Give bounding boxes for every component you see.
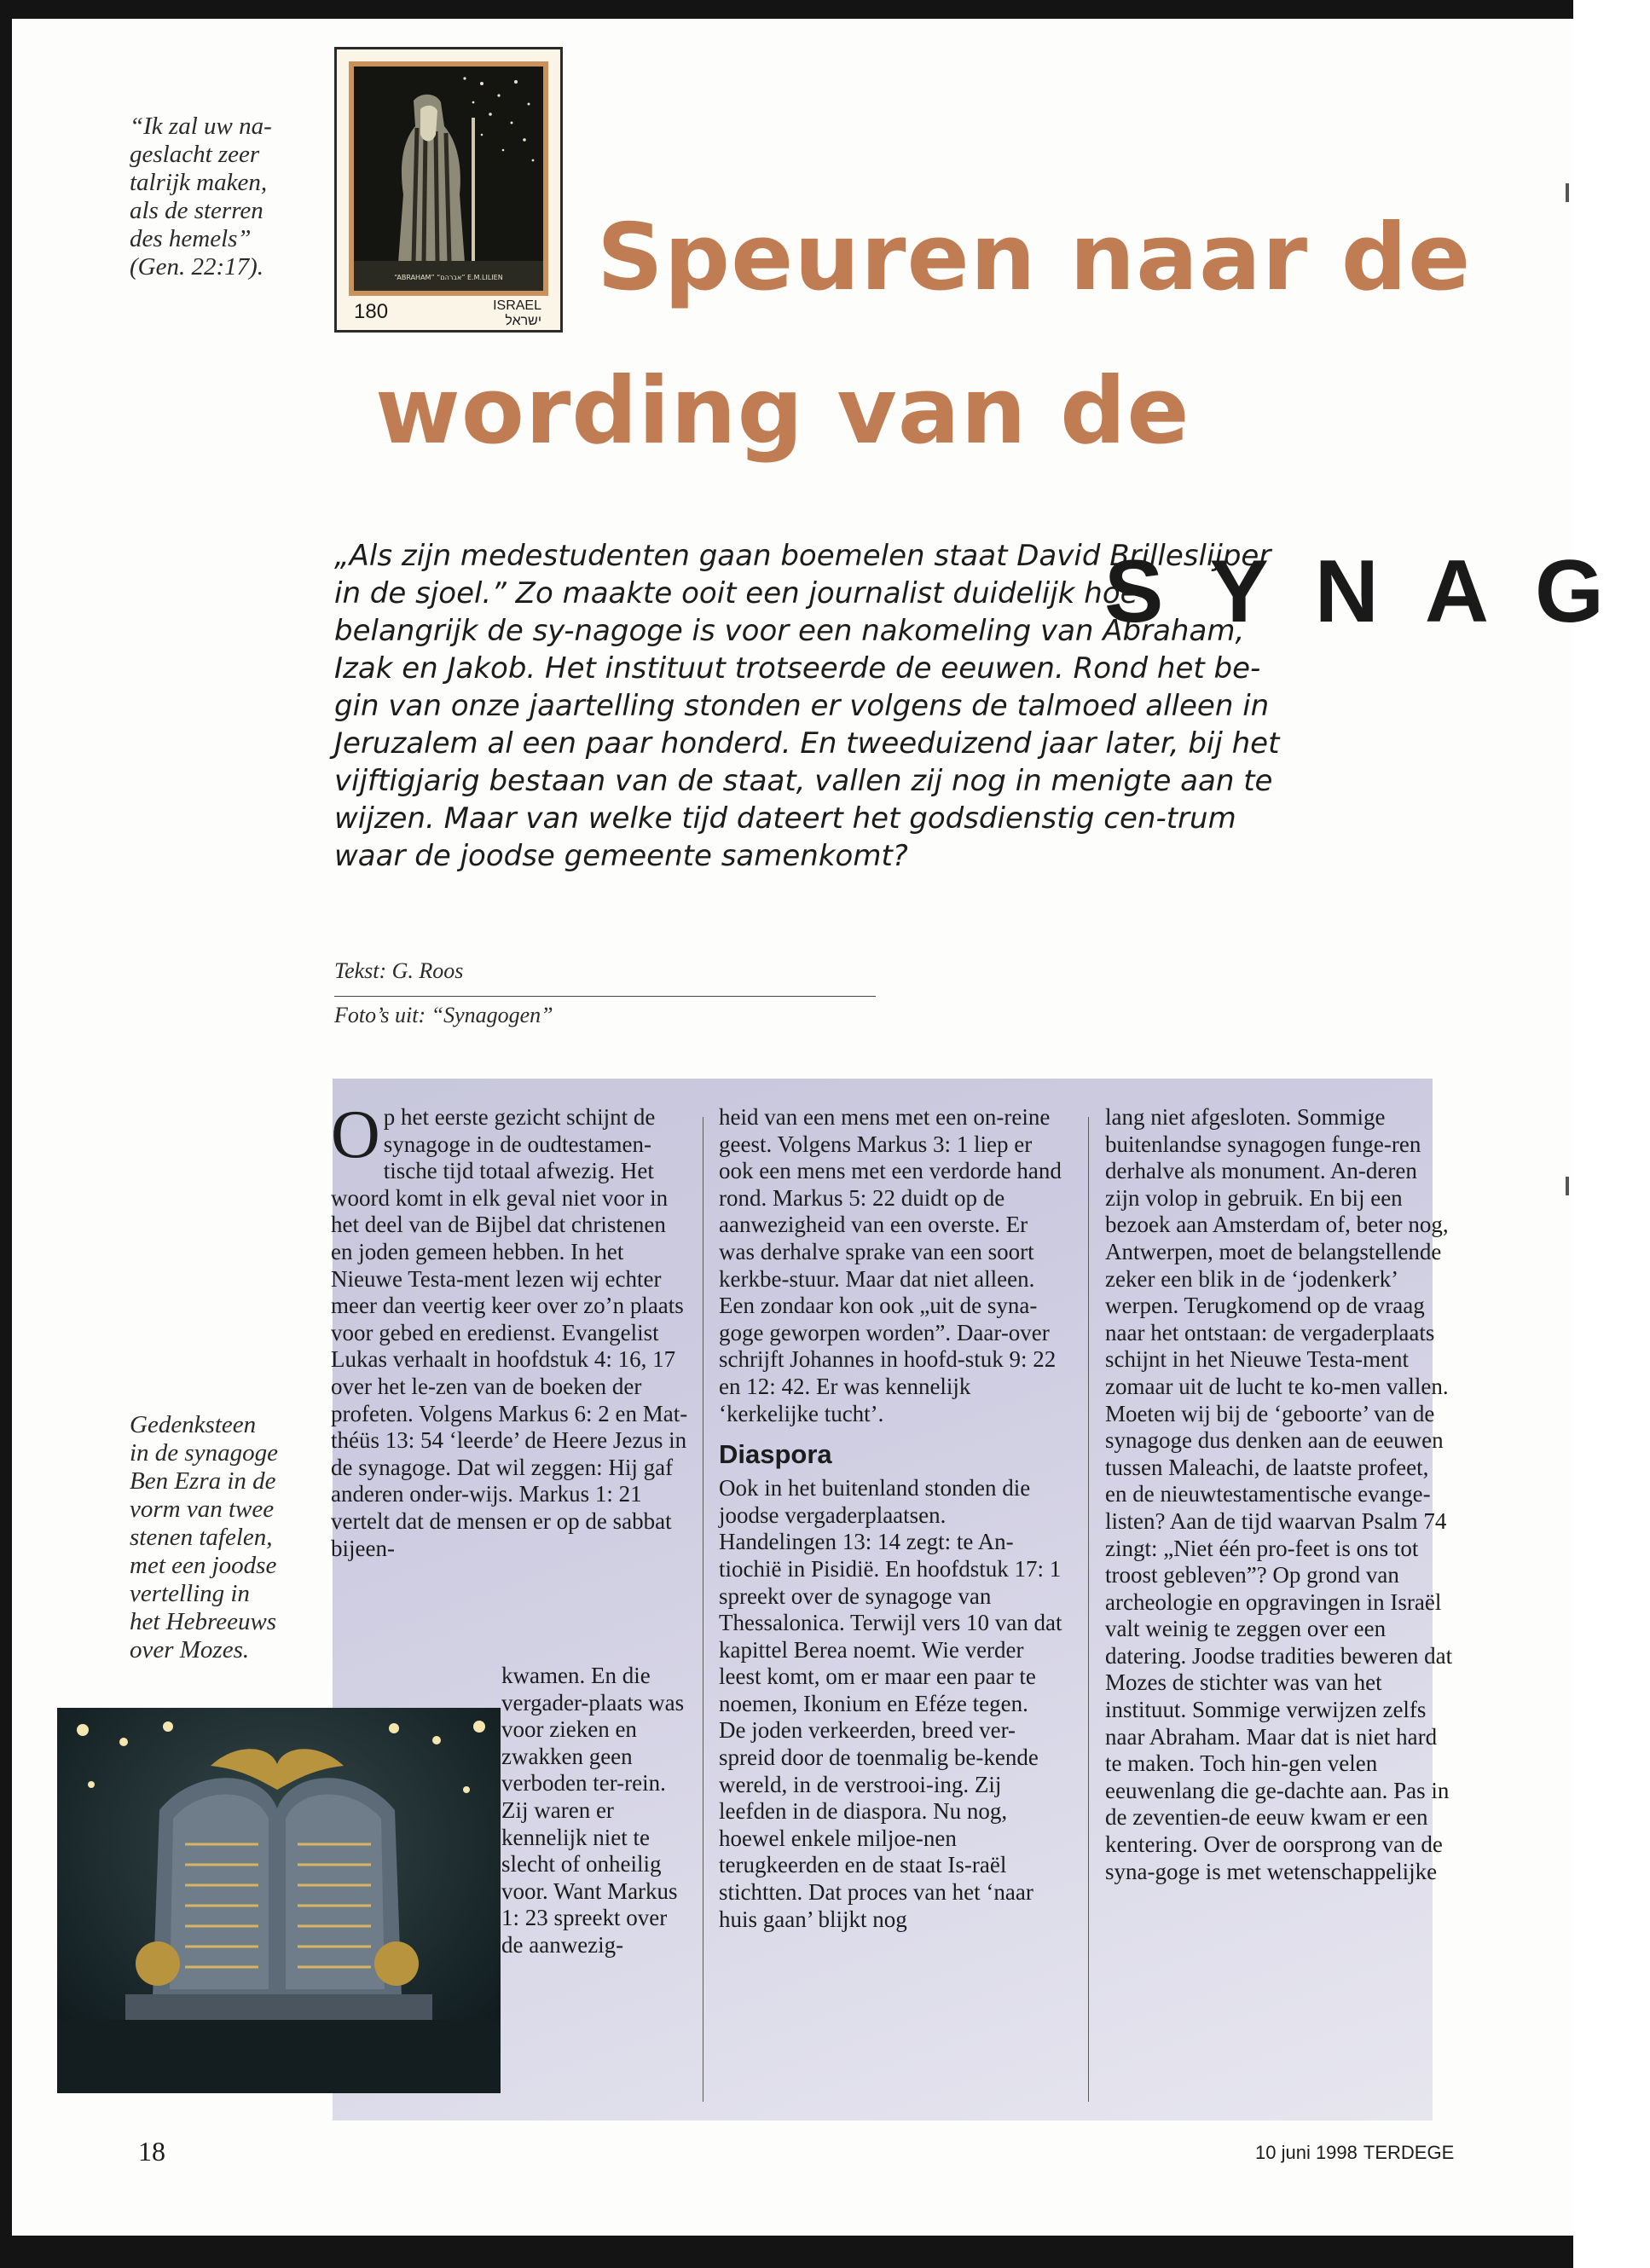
epigraph-line: als de sterren	[130, 197, 263, 224]
abraham-stamp	[334, 47, 563, 333]
epigraph-line: geslacht zeer	[130, 141, 260, 168]
epigraph-quote	[130, 113, 317, 281]
epigraph-line: des hemels”	[130, 225, 252, 252]
scan-border-left	[0, 0, 12, 2268]
body-text: p het eerste gezicht schijnt de synagoge in de oudtestamen-tische tijd totaal afwezig. Het woord komt in elk geval niet voor in het deel van de Bijbel dat christenen en joden gemeen hebben. In het Nieuwe Testa-ment lezen wij echter meer dan veertig keer over zo’n plaats voor gebed en eredienst. Evangelist Lukas verhaalt in hoofdstuk 4: 16, 17 over het le-zen van de boeken der profeten. Volgens Markus 6: 2 en Mat-théüs 13: 54 ‘leerde’ de Heere Jezus in de synagoge. Dat wil zeggen: Hij gaf anderen onder-wijs. Markus 1: 21 vertelt dat de mensen er op de sabbat bijeen-	[331, 1104, 688, 1561]
subhead-diaspora: Diaspora	[719, 1439, 832, 1470]
headline-line-2: wording van de	[375, 358, 1190, 465]
headline-synagoge: SYNAG	[1104, 542, 1650, 641]
credit-divider	[334, 996, 876, 997]
scan-border-bottom	[0, 2236, 1573, 2268]
body-column-1-narrow	[501, 1663, 689, 1959]
body-text: Ook in het buitenland stonden die joodse vergaderplaatsen. Handelingen 13: 14 zegt: te An-tiochië in Pisidië. En hoofdstuk 17: 1 spreekt over de synagoge van Thessalonica. Terwijl vers 10 van dat kapittel Berea noemt. Wie verder leest komt, om er maar een paar te noemen, Ikonium en Eféze tegen.	[719, 1475, 1062, 1716]
caption-line: Ben Ezra in de	[130, 1467, 276, 1495]
epigraph-line: “Ik zal uw na-	[130, 113, 272, 140]
photo-caption	[130, 1411, 317, 1664]
body-column-1	[331, 1097, 689, 1562]
edge-mark	[1566, 183, 1569, 202]
lead-text: „Als zijn medestudenten gaan boemelen staat David Brilleslijper in de sjoel.” Zo maakte ooit een journalist duidelijk hoe belangrijk de sy-nagoge is voor een nakomeling van Abraham, Izak en Jakob. Het instituut trotseerde de eeuwen. Rond het be-gin van onze jaartelling stonden er volgens de talmoed alleen in Jeruzalem al een paar honderd. En tweeduizend jaar later, bij het vijftigjarig bestaan van de staat, vallen zij nog in menigte aan te wijzen. Maar van welke tijd dateert het godsdienstig cen-trum waar de joodse gemeente samenkomt?	[334, 539, 1280, 873]
stamp-value: 180	[354, 300, 389, 323]
caption-line: met een joodse	[130, 1552, 277, 1579]
stamp-illustration	[354, 67, 543, 291]
stamp-caption: “ABRAHAM” “אברהם” E.M.LILIEN	[394, 274, 503, 281]
body-column-2	[719, 1104, 1068, 1933]
drop-cap: O	[331, 1097, 380, 1172]
caption-line: vorm van twee	[130, 1496, 275, 1523]
epigraph-line: (Gen. 22:17).	[130, 253, 264, 281]
issue-line	[1255, 2142, 1454, 2164]
caption-line: Gedenksteen	[130, 1411, 257, 1438]
author-credit: Tekst: G. Roos	[334, 958, 464, 983]
body-text: lang niet afgesloten. Sommige buitenlandse synagogen funge-ren derhalve als monument. An-deren zijn volop in gebruik. En bij een bezoek aan Amsterdam of, beter nog, Antwerpen, moet de belangstellende zeker een blik in de ‘jodenkerk’ werpen. Terugkomend op de vraag naar het ontstaan: de vergaderplaats schijnt in het Nieuwe Testa-ment zomaar uit de lucht te ko-men vallen. Moeten wij bij de ‘geboorte’ van de synagoge dus denken aan de eeuwen tussen Maleachi, de laatste profeet, en de nieuwtestamentische evange-listen? Aan de tijd waarvan Psalm 74 zingt: „Niet één pro-feet is ons tot troost gebleven”? Op grond van archeologie en opgravingen in Israël valt weinig te zeggen over een datering. Joodse tradities beweren dat Mozes de stichter was van het instituut. Sommige verwijzen zelfs naar Abraham. Maar dat is niet hard te maken. Toch hin-gen velen eeuwenlang die ge-dachte aan. Pas in de zeventien-de eeuw kwam er een kentering. Over de oorsprong van de syna-goge is met wetenschappelijke	[1105, 1104, 1453, 1884]
body-column-3	[1105, 1104, 1455, 1885]
memorial-stone-photo	[57, 1708, 501, 2093]
tablets-illustration	[57, 1708, 501, 2093]
lead-paragraph	[334, 537, 1281, 875]
stamp-country: ISRAEL ישראל	[493, 298, 541, 328]
caption-line: over Mozes.	[130, 1636, 250, 1663]
column-divider	[1088, 1117, 1089, 2102]
page-number: 18	[138, 2136, 165, 2167]
stamp-artwork	[349, 61, 548, 296]
magazine-name: TERDEGE	[1363, 2142, 1455, 2163]
caption-line: in de synagoge	[130, 1439, 278, 1467]
photo-credit: Foto’s uit: “Synagogen”	[334, 1003, 553, 1027]
caption-line: stenen tafelen,	[130, 1524, 273, 1551]
body-text: heid van een mens met een on-reine geest. Volgens Markus 3: 1 liep er ook een mens met een verdorde hand rond. Markus 5: 22 duidt op de aanwezigheid van een overste. Er was derhalve sprake van een soort kerkbe-stuur. Maar dat niet alleen. Een zondaar kon ook „uit de syna-goge geworpen worden”. Daar-over schrijft Johannes in hoofd-stuk 9: 22 en 12: 42. Er was kennelijk ‘kerkelijke tucht’.	[719, 1104, 1062, 1426]
body-text: kwamen. En die vergader-plaats was voor zieken en zwakken geen verboden ter-rein. Zij waren er kennelijk niet te slecht of onheilig voor. Want Markus 1: 23 spreekt over de aanwezig-	[501, 1663, 685, 1958]
edge-mark	[1566, 1177, 1569, 1195]
caption-line: vertelling in	[130, 1580, 250, 1607]
headline-line-1: Speuren naar de	[597, 205, 1472, 311]
issue-date: 10 juni 1998	[1255, 2142, 1358, 2163]
caption-line: het Hebreeuws	[130, 1608, 277, 1635]
scan-border-top	[0, 0, 1573, 19]
body-text: De joden verkeerden, breed ver-spreid door de toenmalig be-kende wereld, in de verstrooi-ing. Zij leefden in de diaspora. Nu nog, hoewel enkele miljoe-nen terugkeerden en de staat Is-raël stichtten. Dat proces van het ‘naar huis gaan’ blijkt nog	[719, 1717, 1039, 1932]
epigraph-line: talrijk maken,	[130, 169, 268, 196]
